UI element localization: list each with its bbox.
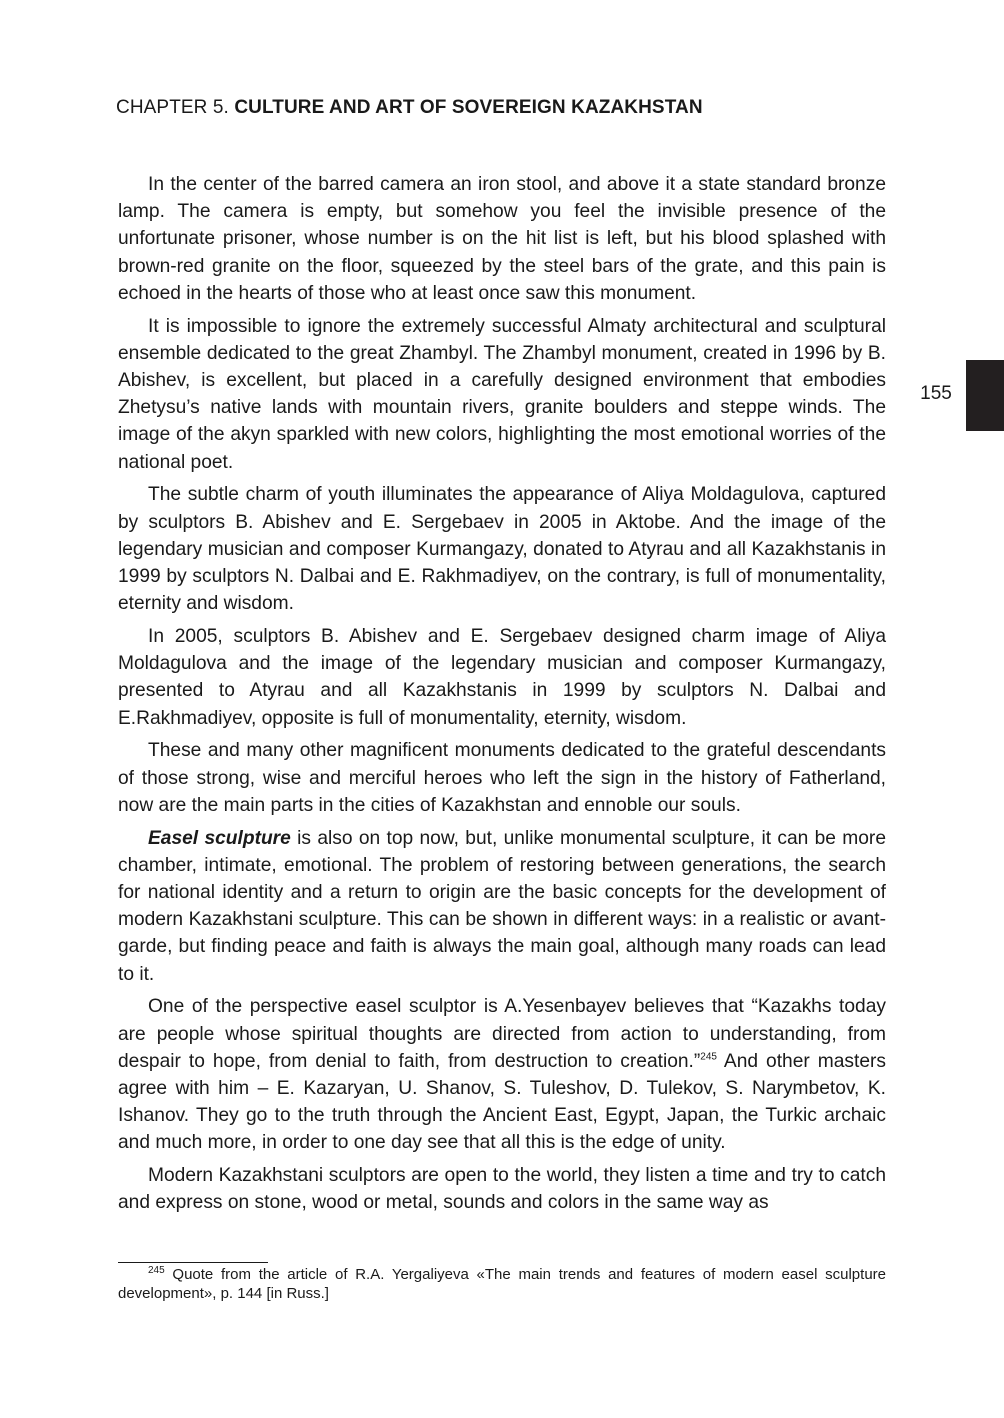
paragraph-monuments: These and many other magnificent monuments dedicated to the grateful descendants of those strong, wise and merciful heroes who left the sign in the history of Fatherland, now are the main parts in the cities of Kazakhstan and ennoble our souls. bbox=[118, 740, 886, 816]
footnote-text: Quote from the article of R.A. Yergaliyeva «The main trends and features of modern easel sculpture development», p. 144 [in Russ.] bbox=[118, 1266, 886, 1302]
paragraph-abishev-sergebaev: In 2005, sculptors B. Abishev and E. Sergebaev designed charm image of Aliya Moldagulova and the image of the legendary musician and composer Kurmangazy, presented to Atyrau and all Kazakhstanis in 1999 by sculptors N. Dalbai and E.Rakhmadiyev, opposite is full of monumentality, eternity, wisdom. bbox=[118, 626, 886, 729]
paragraph-modern-sculptors: Modern Kazakhstani sculptors are open to the world, they listen a time and try to catch and express on stone, wood or metal, sounds and colors in the same way as bbox=[118, 1165, 886, 1214]
paragraph-easel-sculpture bbox=[118, 825, 886, 988]
chapter-title: CULTURE AND ART OF SOVEREIGN KAZAKHSTAN bbox=[234, 97, 703, 118]
easel-sculpture-text: is also on top now, but, unlike monumental sculpture, it can be more chamber, intimate, emotional. The problem of restoring between generations, the search for national identity and a return to origin are the basic concepts for the development of modern Kazakhstani sculpture. This can be shown in different ways: in a realistic or avant-garde, but finding peace and faith is always the main goal, although many roads can lead to it. bbox=[118, 827, 886, 985]
body-text bbox=[118, 171, 886, 1222]
paragraph-prison-cell: In the center of the barred camera an iron stool, and above it a state standard bronze lamp. The camera is empty, but somehow you feel the invisible presence of the unfortunate prisoner, whose number is on the hit list is left, but his blood splashed with brown-red granite on the floor, squeezed by the steel bars of the grate, and this pain is echoed in the hearts of those who at least once saw this monument. bbox=[118, 174, 886, 304]
footnote-number: 245 bbox=[148, 1265, 165, 1276]
page-edge-tab bbox=[966, 360, 1004, 431]
footnote-reference: 245 bbox=[700, 1051, 717, 1063]
running-header bbox=[116, 96, 876, 120]
chapter-prefix: CHAPTER 5. bbox=[116, 97, 229, 118]
page-number: 155 bbox=[920, 383, 952, 404]
footnote bbox=[118, 1265, 886, 1303]
paragraph-zhambyl: It is impossible to ignore the extremely successful Almaty architectural and sculptural ensemble dedicated to the great Zhambyl. The Zhambyl monument, created in 1996 by B. Abishev, is excellent, but placed in a carefully designed environment that embodies Zhetysu’s native lands with mountain rivers, granite boulders and steppe winds. The image of the akyn sparkled with new colors, highlighting the most emotional worries of the national poet. bbox=[118, 315, 886, 473]
paragraph-yesenbayev bbox=[118, 993, 886, 1156]
quote-text: One of the perspective easel sculptor is A.Yesenbayev believes that “Kazakhs today are people whose spiritual thoughts are directed from action to understanding, from despair to hope, from denial to faith, from destruction to creation.” bbox=[118, 996, 886, 1072]
easel-sculpture-term: Easel sculpture bbox=[148, 827, 291, 849]
paragraph-moldagulova: The subtle charm of youth illuminates the appearance of Aliya Moldagulova, captured by sculptors B. Abishev and E. Sergebaev in 2005 in Aktobe. And the image of the legendary musician and composer Kurmangazy, donated to Atyrau and all Kazakhstanis in 1999 by sculptors N. Dalbai and E. Rakhmadiyev, on the contrary, is full of monumentality, eternity and wisdom. bbox=[118, 484, 886, 615]
footnote-divider bbox=[118, 1262, 268, 1263]
quote-continuation: And other masters agree with him – E. Kazaryan, U. Shanov, S. Tuleshov, D. Tulekov, S. Narymbetov, K. Ishanov. They go to the truth through the Ancient East, Egypt, Japan, the Turkic archaic and much more, in order to one day see that all this is the edge of unity. bbox=[118, 1050, 886, 1154]
